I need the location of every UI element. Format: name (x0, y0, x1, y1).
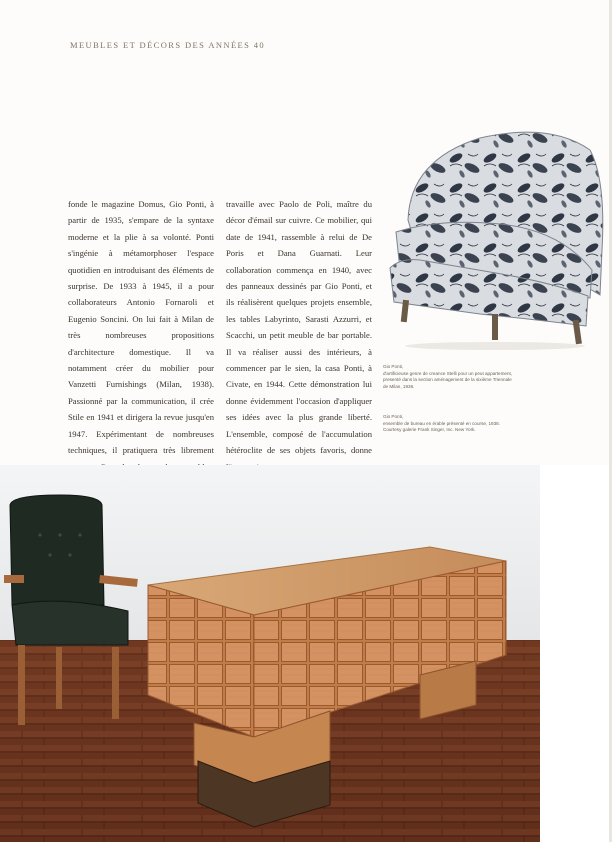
text-column-1 (68, 196, 214, 491)
caption (383, 364, 513, 390)
text-column-2 (226, 196, 372, 475)
running-head: MEUBLES ET DÉCORS DES ANNÉES 40 (70, 40, 266, 50)
room-photo (0, 465, 612, 842)
caption-title: Gio Ponti, (383, 414, 404, 419)
caption (383, 414, 513, 434)
caption-text: ensemble de bureau en érable présenté en course, 1938. Courtesy galerie Frank Singer, Inc. New York. (383, 420, 500, 433)
body-paragraph: fonde le magazine Domus, Gio Ponti, à partir de 1935, s'empare de la syntaxe moderne et la plie à sa volonté. Ponti s'ingénie à métamorphoser l'espace quotidien en introduisant des éléments de surprise. De 1933 à 1945, il a pour collaborateurs Antonio Fornaroli et Eugenio Soncini. On lui fait à Milan de très nombreuses propositions d'architecture domestique. Il va notamment créer du mobilier pour Vanzetti Furnishings (Milan, 1938). Passionné par la communication, il crée Stile en 1941 et dirigera la revue jusqu'en 1947. Expérimentant de nombreuses techniques, il pratiquera très librement (68, 199, 214, 456)
caption-text: d'artificieuse genre de creance Stelli pour un peut appartement, presenté dans la section aménagement de la sixième Triennale de Milan, 1936. (383, 370, 513, 389)
caption-title: Gio Ponti, (383, 364, 404, 369)
armchair-photo (380, 120, 606, 356)
body-paragraph: travaille avec Paolo de Poli, maître du décor d'émail sur cuivre. Ce mobilier, qui date de 1941, rassemble à relui de De Poris et Dana Guarnati. Leur collaboration commença en 1940, avec des panneaux dessinés par Gio Ponti, et ils réalisèrent quelques projets ensemble, les tables Labyrinto, Sarasti Azzurri, et Scacchi, un petit meuble de bar portable. Il va réaliser aussi des intérieurs, à commencer par le sien, la casa Ponti, à Civate, en 1944. Cette démonstration lui donne évidemment l'occasion d'appliquer ses idées avec la plus grande liberté. L'ensemble, composé de l'accumulation hétéroclite de ses objets favoris, donne (226, 199, 372, 456)
